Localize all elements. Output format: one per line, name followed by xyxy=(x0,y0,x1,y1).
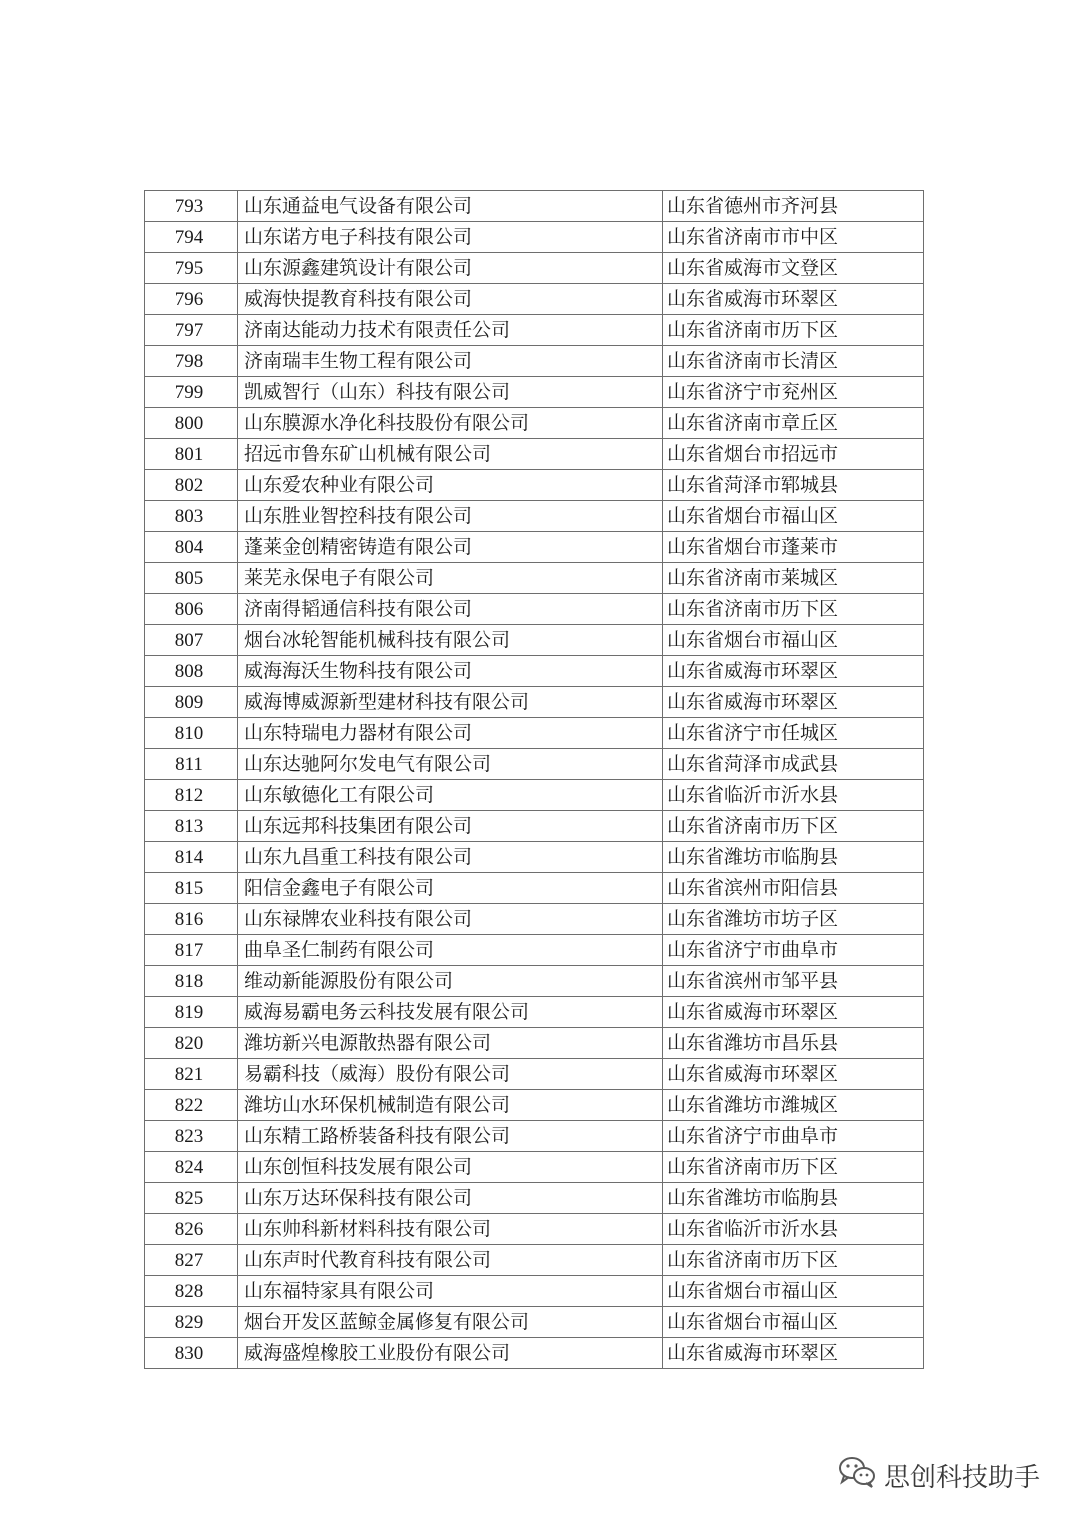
company-location: 山东省济南市历下区 xyxy=(663,811,924,842)
row-number: 829 xyxy=(145,1307,238,1338)
company-location: 山东省临沂市沂水县 xyxy=(663,780,924,811)
row-number: 823 xyxy=(145,1121,238,1152)
table-row xyxy=(145,315,924,346)
company-name: 阳信金鑫电子有限公司 xyxy=(238,873,663,904)
row-number: 806 xyxy=(145,594,238,625)
row-number: 813 xyxy=(145,811,238,842)
company-location: 山东省烟台市福山区 xyxy=(663,1307,924,1338)
company-location: 山东省济南市市中区 xyxy=(663,222,924,253)
table-row xyxy=(145,346,924,377)
company-location: 山东省德州市齐河县 xyxy=(663,191,924,222)
company-name: 山东精工路桥装备科技有限公司 xyxy=(238,1121,663,1152)
company-location: 山东省济宁市曲阜市 xyxy=(663,1121,924,1152)
company-location: 山东省烟台市招远市 xyxy=(663,439,924,470)
company-location: 山东省威海市环翠区 xyxy=(663,1059,924,1090)
table-row xyxy=(145,1090,924,1121)
company-name: 济南瑞丰生物工程有限公司 xyxy=(238,346,663,377)
company-name: 凯威智行（山东）科技有限公司 xyxy=(238,377,663,408)
company-name: 维动新能源股份有限公司 xyxy=(238,966,663,997)
company-location: 山东省烟台市福山区 xyxy=(663,625,924,656)
table-row xyxy=(145,935,924,966)
company-location: 山东省济宁市兖州区 xyxy=(663,377,924,408)
table-row xyxy=(145,594,924,625)
company-location: 山东省济南市历下区 xyxy=(663,1152,924,1183)
company-location: 山东省菏泽市成武县 xyxy=(663,749,924,780)
watermark xyxy=(838,1455,1040,1495)
row-number: 827 xyxy=(145,1245,238,1276)
table-row xyxy=(145,1307,924,1338)
table-row xyxy=(145,1214,924,1245)
table-row xyxy=(145,253,924,284)
company-name: 山东胜业智控科技有限公司 xyxy=(238,501,663,532)
company-location: 山东省烟台市福山区 xyxy=(663,1276,924,1307)
company-name: 威海快提教育科技有限公司 xyxy=(238,284,663,315)
table-row xyxy=(145,1276,924,1307)
company-location: 山东省威海市环翠区 xyxy=(663,997,924,1028)
table-row xyxy=(145,656,924,687)
table-row xyxy=(145,377,924,408)
company-location: 山东省菏泽市郓城县 xyxy=(663,470,924,501)
row-number: 797 xyxy=(145,315,238,346)
table-body xyxy=(145,191,924,1369)
company-location: 山东省威海市环翠区 xyxy=(663,656,924,687)
company-location: 山东省临沂市沂水县 xyxy=(663,1214,924,1245)
company-location: 山东省济南市历下区 xyxy=(663,1245,924,1276)
table-row xyxy=(145,997,924,1028)
company-location: 山东省济南市章丘区 xyxy=(663,408,924,439)
company-name: 山东达驰阿尔发电气有限公司 xyxy=(238,749,663,780)
company-location: 山东省济宁市曲阜市 xyxy=(663,935,924,966)
row-number: 814 xyxy=(145,842,238,873)
table-row xyxy=(145,780,924,811)
company-location: 山东省烟台市福山区 xyxy=(663,501,924,532)
row-number: 803 xyxy=(145,501,238,532)
company-name: 山东爱农种业有限公司 xyxy=(238,470,663,501)
company-location: 山东省济南市莱城区 xyxy=(663,563,924,594)
company-name: 烟台开发区蓝鲸金属修复有限公司 xyxy=(238,1307,663,1338)
company-name: 易霸科技（威海）股份有限公司 xyxy=(238,1059,663,1090)
table-row xyxy=(145,873,924,904)
company-name: 曲阜圣仁制药有限公司 xyxy=(238,935,663,966)
company-name: 山东膜源水净化科技股份有限公司 xyxy=(238,408,663,439)
row-number: 830 xyxy=(145,1338,238,1369)
company-name: 潍坊新兴电源散热器有限公司 xyxy=(238,1028,663,1059)
company-name: 威海盛煌橡胶工业股份有限公司 xyxy=(238,1338,663,1369)
company-name: 山东创恒科技发展有限公司 xyxy=(238,1152,663,1183)
row-number: 825 xyxy=(145,1183,238,1214)
table-row xyxy=(145,1245,924,1276)
company-name: 山东声时代教育科技有限公司 xyxy=(238,1245,663,1276)
company-location: 山东省烟台市蓬莱市 xyxy=(663,532,924,563)
company-name: 威海博威源新型建材科技有限公司 xyxy=(238,687,663,718)
table-row xyxy=(145,1028,924,1059)
company-name: 山东福特家具有限公司 xyxy=(238,1276,663,1307)
row-number: 810 xyxy=(145,718,238,749)
company-table xyxy=(144,190,924,1369)
row-number: 809 xyxy=(145,687,238,718)
row-number: 794 xyxy=(145,222,238,253)
company-name: 山东帅科新材料科技有限公司 xyxy=(238,1214,663,1245)
company-location: 山东省威海市环翠区 xyxy=(663,1338,924,1369)
row-number: 807 xyxy=(145,625,238,656)
table-row xyxy=(145,687,924,718)
row-number: 821 xyxy=(145,1059,238,1090)
company-name: 威海海沃生物科技有限公司 xyxy=(238,656,663,687)
table-row xyxy=(145,1183,924,1214)
company-name: 蓬莱金创精密铸造有限公司 xyxy=(238,532,663,563)
table-row xyxy=(145,1059,924,1090)
row-number: 800 xyxy=(145,408,238,439)
company-name: 山东通益电气设备有限公司 xyxy=(238,191,663,222)
company-location: 山东省济南市长清区 xyxy=(663,346,924,377)
table-row xyxy=(145,1121,924,1152)
table-row xyxy=(145,563,924,594)
row-number: 801 xyxy=(145,439,238,470)
table-row xyxy=(145,1152,924,1183)
table-row xyxy=(145,501,924,532)
company-location: 山东省潍坊市潍城区 xyxy=(663,1090,924,1121)
company-name: 山东诺方电子科技有限公司 xyxy=(238,222,663,253)
row-number: 816 xyxy=(145,904,238,935)
company-location: 山东省潍坊市昌乐县 xyxy=(663,1028,924,1059)
row-number: 805 xyxy=(145,563,238,594)
table-row xyxy=(145,408,924,439)
company-name: 山东九昌重工科技有限公司 xyxy=(238,842,663,873)
company-name: 山东特瑞电力器材有限公司 xyxy=(238,718,663,749)
table-row xyxy=(145,718,924,749)
table-row xyxy=(145,811,924,842)
row-number: 820 xyxy=(145,1028,238,1059)
company-location: 山东省威海市文登区 xyxy=(663,253,924,284)
row-number: 811 xyxy=(145,749,238,780)
row-number: 793 xyxy=(145,191,238,222)
company-location: 山东省济宁市任城区 xyxy=(663,718,924,749)
watermark-text: 思创科技助手 xyxy=(884,1462,1041,1493)
row-number: 828 xyxy=(145,1276,238,1307)
table-row xyxy=(145,842,924,873)
company-name: 济南得韬通信科技有限公司 xyxy=(238,594,663,625)
company-location: 山东省潍坊市临朐县 xyxy=(663,1183,924,1214)
table-row xyxy=(145,532,924,563)
company-name: 山东禄牌农业科技有限公司 xyxy=(238,904,663,935)
row-number: 804 xyxy=(145,532,238,563)
row-number: 795 xyxy=(145,253,238,284)
company-name: 山东敏德化工有限公司 xyxy=(238,780,663,811)
company-location: 山东省威海市环翠区 xyxy=(663,687,924,718)
company-name: 威海易霸电务云科技发展有限公司 xyxy=(238,997,663,1028)
row-number: 815 xyxy=(145,873,238,904)
row-number: 796 xyxy=(145,284,238,315)
company-location: 山东省潍坊市坊子区 xyxy=(663,904,924,935)
company-location: 山东省滨州市阳信县 xyxy=(663,873,924,904)
company-location: 山东省潍坊市临朐县 xyxy=(663,842,924,873)
company-location: 山东省济南市历下区 xyxy=(663,315,924,346)
row-number: 818 xyxy=(145,966,238,997)
company-location: 山东省济南市历下区 xyxy=(663,594,924,625)
company-name: 莱芜永保电子有限公司 xyxy=(238,563,663,594)
table-row xyxy=(145,1338,924,1369)
table-row xyxy=(145,191,924,222)
company-name: 济南达能动力技术有限责任公司 xyxy=(238,315,663,346)
company-location: 山东省滨州市邹平县 xyxy=(663,966,924,997)
row-number: 817 xyxy=(145,935,238,966)
table-row xyxy=(145,625,924,656)
table-row xyxy=(145,749,924,780)
company-name: 潍坊山水环保机械制造有限公司 xyxy=(238,1090,663,1121)
row-number: 798 xyxy=(145,346,238,377)
table-row xyxy=(145,439,924,470)
company-name: 山东万达环保科技有限公司 xyxy=(238,1183,663,1214)
table-row xyxy=(145,904,924,935)
row-number: 799 xyxy=(145,377,238,408)
row-number: 819 xyxy=(145,997,238,1028)
row-number: 812 xyxy=(145,780,238,811)
company-name: 烟台冰轮智能机械科技有限公司 xyxy=(238,625,663,656)
table-row xyxy=(145,966,924,997)
company-name: 山东远邦科技集团有限公司 xyxy=(238,811,663,842)
row-number: 802 xyxy=(145,470,238,501)
table-row xyxy=(145,222,924,253)
row-number: 822 xyxy=(145,1090,238,1121)
company-name: 山东源鑫建筑设计有限公司 xyxy=(238,253,663,284)
row-number: 808 xyxy=(145,656,238,687)
wechat-icon xyxy=(838,1456,876,1495)
table-row xyxy=(145,284,924,315)
row-number: 826 xyxy=(145,1214,238,1245)
company-location: 山东省威海市环翠区 xyxy=(663,284,924,315)
company-name: 招远市鲁东矿山机械有限公司 xyxy=(238,439,663,470)
row-number: 824 xyxy=(145,1152,238,1183)
table-row xyxy=(145,470,924,501)
